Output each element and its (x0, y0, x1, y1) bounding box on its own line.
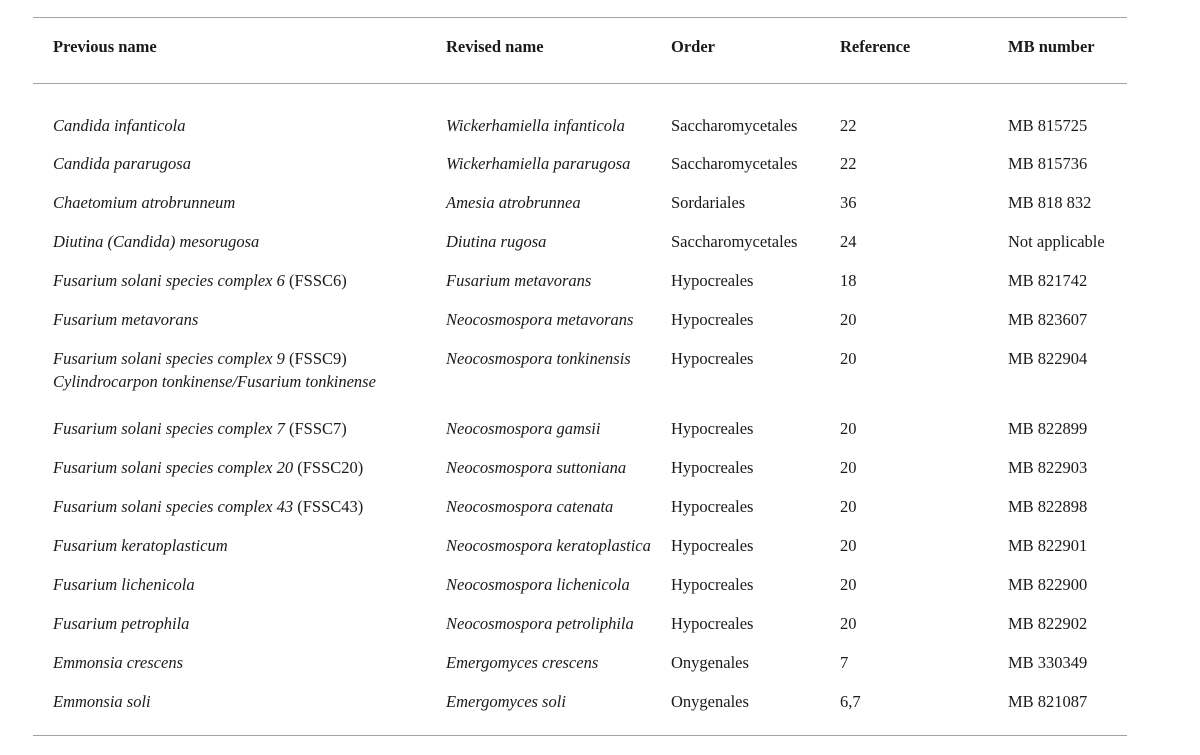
mb-number: MB 822903 (1008, 458, 1088, 477)
header-revised-name: Revised name (446, 37, 544, 56)
revised-name: Amesia atrobrunnea (446, 193, 581, 212)
previous-name (53, 230, 259, 253)
previous-name-part: ) mesorugosa (169, 232, 260, 251)
revised-name: Diutina rugosa (446, 232, 547, 251)
previous-name (53, 456, 363, 479)
table-top-rule (33, 17, 1127, 18)
order: Onygenales (671, 692, 749, 711)
previous-name-part: Fusarium solani species complex 43 (53, 497, 298, 516)
order: Saccharomycetales (671, 154, 798, 173)
revised-name: Wickerhamiella infanticola (446, 116, 625, 135)
reference: 22 (840, 116, 857, 135)
mb-number: Not applicable (1008, 232, 1105, 251)
reference: 6,7 (840, 692, 861, 711)
header-mb-number: MB number (1008, 37, 1095, 56)
previous-name: Fusarium keratoplasticum (53, 536, 228, 555)
previous-name (53, 495, 363, 518)
previous-name-line2: Cylindrocarpon tonkinense/Fusarium tonkinense (53, 372, 376, 391)
previous-name: Fusarium lichenicola (53, 575, 195, 594)
revised-name: Neocosmospora gamsii (446, 419, 601, 438)
order: Hypocreales (671, 458, 754, 477)
order: Hypocreales (671, 575, 754, 594)
previous-name-part: Candida (113, 232, 170, 251)
previous-name-code: (FSSC7) (289, 419, 347, 438)
previous-name-code: (FSSC9) (289, 349, 347, 368)
previous-name-part: Fusarium solani species complex 20 (53, 458, 298, 477)
order: Onygenales (671, 653, 749, 672)
revised-name: Fusarium metavorans (446, 271, 592, 290)
mb-number: MB 822898 (1008, 497, 1088, 516)
revised-name: Neocosmospora suttoniana (446, 458, 627, 477)
revised-name: Neocosmospora lichenicola (446, 575, 630, 594)
mb-number: MB 823607 (1008, 310, 1088, 329)
previous-name-part: Fusarium solani species complex 6 (53, 271, 290, 290)
order: Hypocreales (671, 536, 754, 555)
previous-name: Emmonsia soli (53, 692, 151, 711)
header-previous-name: Previous name (53, 37, 157, 56)
previous-name-code: (FSSC43) (297, 497, 364, 516)
reference: 20 (840, 497, 857, 516)
order: Hypocreales (671, 614, 754, 633)
mb-number: MB 330349 (1008, 653, 1088, 672)
mb-number: MB 822901 (1008, 536, 1088, 555)
previous-name: Candida pararugosa (53, 154, 191, 173)
previous-name: Candida infanticola (53, 116, 186, 135)
reference: 20 (840, 419, 857, 438)
reference: 22 (840, 154, 857, 173)
order: Hypocreales (671, 419, 754, 438)
table-bottom-rule (33, 735, 1127, 736)
previous-name (53, 269, 347, 292)
revised-name: Neocosmospora catenata (446, 497, 614, 516)
revised-name: Neocosmospora petroliphila (446, 614, 634, 633)
revised-name: Neocosmospora metavorans (446, 310, 634, 329)
mb-number: MB 822899 (1008, 419, 1088, 438)
mb-number: MB 815736 (1008, 154, 1088, 173)
mb-number: MB 821087 (1008, 692, 1088, 711)
revised-name: Neocosmospora tonkinensis (446, 349, 631, 368)
previous-name (53, 417, 347, 440)
header-reference: Reference (840, 37, 911, 56)
previous-name: Fusarium metavorans (53, 310, 199, 329)
order: Hypocreales (671, 349, 754, 368)
previous-name-part: Diutina ( (53, 232, 114, 251)
header-order: Order (671, 37, 715, 56)
revised-name: Wickerhamiella pararugosa (446, 154, 631, 173)
reference: 18 (840, 271, 857, 290)
revised-name: Neocosmospora keratoplastica (446, 536, 651, 555)
order: Saccharomycetales (671, 232, 798, 251)
order: Hypocreales (671, 271, 754, 290)
order: Hypocreales (671, 310, 754, 329)
reference: 20 (840, 614, 857, 633)
order: Saccharomycetales (671, 116, 798, 135)
previous-name-code: (FSSC20) (297, 458, 364, 477)
mb-number: MB 822902 (1008, 614, 1088, 633)
order: Sordariales (671, 193, 746, 212)
reference: 20 (840, 536, 857, 555)
reference: 7 (840, 653, 849, 672)
previous-name-part: Fusarium solani species complex 9 (53, 349, 290, 368)
previous-name-code: (FSSC6) (289, 271, 347, 290)
revised-name: Emergomyces soli (446, 692, 566, 711)
reference: 20 (840, 575, 857, 594)
revised-name: Emergomyces crescens (446, 653, 599, 672)
previous-name-part: Fusarium solani species complex 7 (53, 419, 290, 438)
table-header-rule (33, 83, 1127, 84)
reference: 36 (840, 193, 857, 212)
mb-number: MB 822900 (1008, 575, 1088, 594)
reference: 20 (840, 458, 857, 477)
previous-name (53, 347, 347, 370)
mb-number: MB 822904 (1008, 349, 1088, 368)
reference: 24 (840, 232, 857, 251)
mb-number: MB 821742 (1008, 271, 1088, 290)
previous-name: Fusarium petrophila (53, 614, 190, 633)
previous-name: Chaetomium atrobrunneum (53, 193, 236, 212)
previous-name: Emmonsia crescens (53, 653, 183, 672)
order: Hypocreales (671, 497, 754, 516)
reference: 20 (840, 349, 857, 368)
reference: 20 (840, 310, 857, 329)
mb-number: MB 815725 (1008, 116, 1088, 135)
mb-number: MB 818 832 (1008, 193, 1092, 212)
